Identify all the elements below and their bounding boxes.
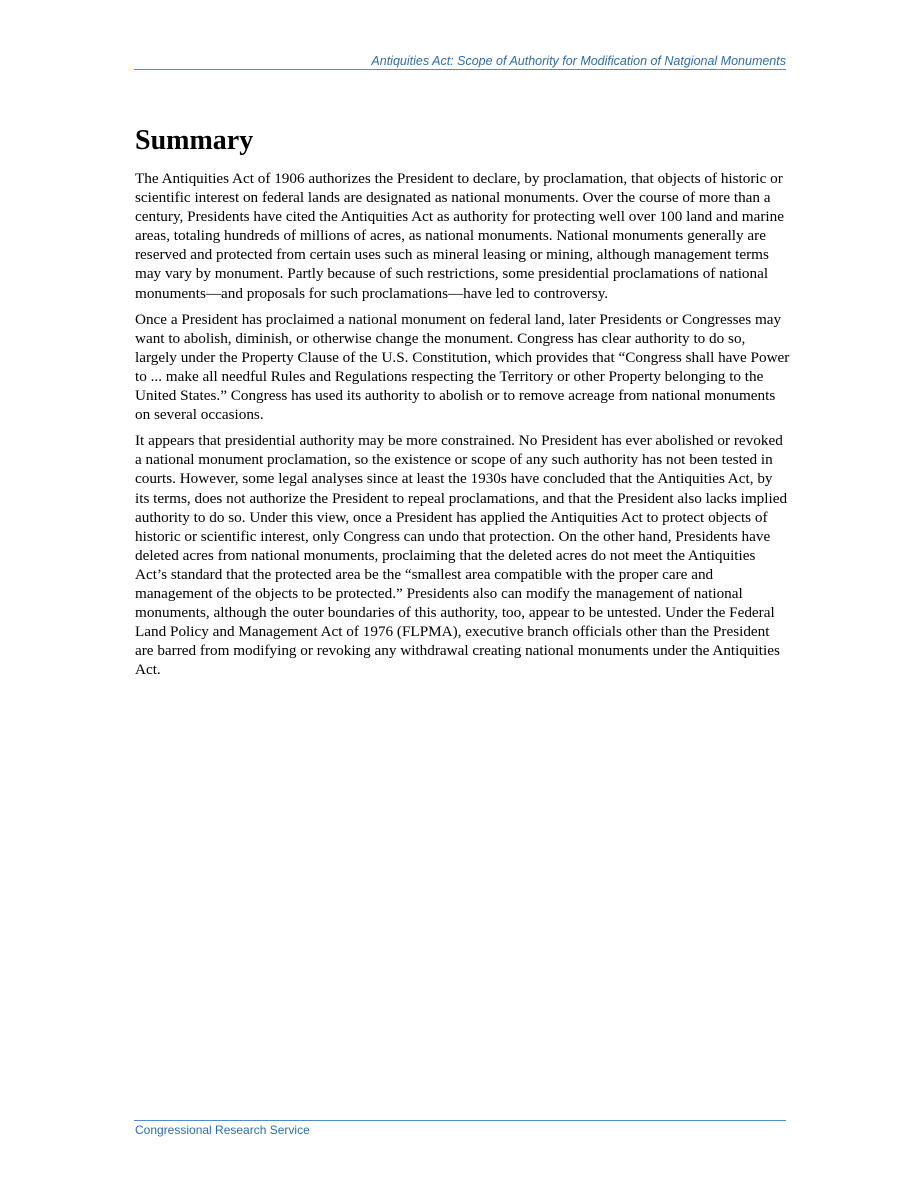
footer-divider: [134, 1120, 786, 1121]
paragraph-1: The Antiquities Act of 1906 authorizes the President to declare, by proclamation, that objects of historic or scientific interest on federal lands are designated as national monuments. Over the course of more than a century, Presidents have cited the Antiquities Act as authority for protecting well over 100 land and marine areas, totaling hundreds of millions of acres, as national monuments. National monuments generally are reserved and protected from certain uses such as mineral leasing or mining, although management terms may vary by monument. Partly because of such restrictions, some presidential proclamations of national monuments—and proposals for such proclamations—have led to controversy.: [135, 170, 784, 302]
section-heading: Summary: [135, 125, 254, 156]
summary-body: [135, 169, 790, 686]
paragraph-3: It appears that presidential authority may be more constrained. No President has ever abolished or revoked a national monument proclamation, so the existence or scope of any such authority has not been tested in courts. However, some legal analyses since at least the 1930s have concluded that the Antiquities Act, by its terms, does not authorize the President to repeal proclamations, and that the President also lacks implied authority to do so. Under this view, once a President has applied the Antiquities Act to protect objects of historic or scientific interest, only Congress can undo that protection. On the other hand, Presidents have deleted acres from national monuments, proclaiming that the deleted acres do not meet the Antiquities Act’s standard that the protected area be the “smallest area compatible with the proper care and management of the objects to be protected.” Presidents also can modify the management of national monuments, although the outer boundaries of this authority, too, appear to be untested. Under the Federal Land Policy and Management Act of 1976 (FLPMA), executive branch officials other than the President are barred from modifying or revoking any withdrawal creating national monuments under the Antiquities Act.: [135, 432, 788, 679]
running-header-title: Antiquities Act: Scope of Authority for Modification of Natgional Monuments: [371, 54, 786, 68]
header-divider: [134, 69, 786, 70]
footer-publisher: Congressional Research Service: [135, 1123, 310, 1137]
paragraph-2: Once a President has proclaimed a national monument on federal land, later Presidents or Congresses may want to abolish, diminish, or otherwise change the monument. Congress has clear authority to do so, largely under the Property Clause of the U.S. Constitution, which provides that “Congress shall have Power to ... make all needful Rules and Regulations respecting the Territory or other Property belonging to the United States.” Congress has used its authority to abolish or to remove acreage from national monuments on several occasions.: [135, 310, 790, 424]
